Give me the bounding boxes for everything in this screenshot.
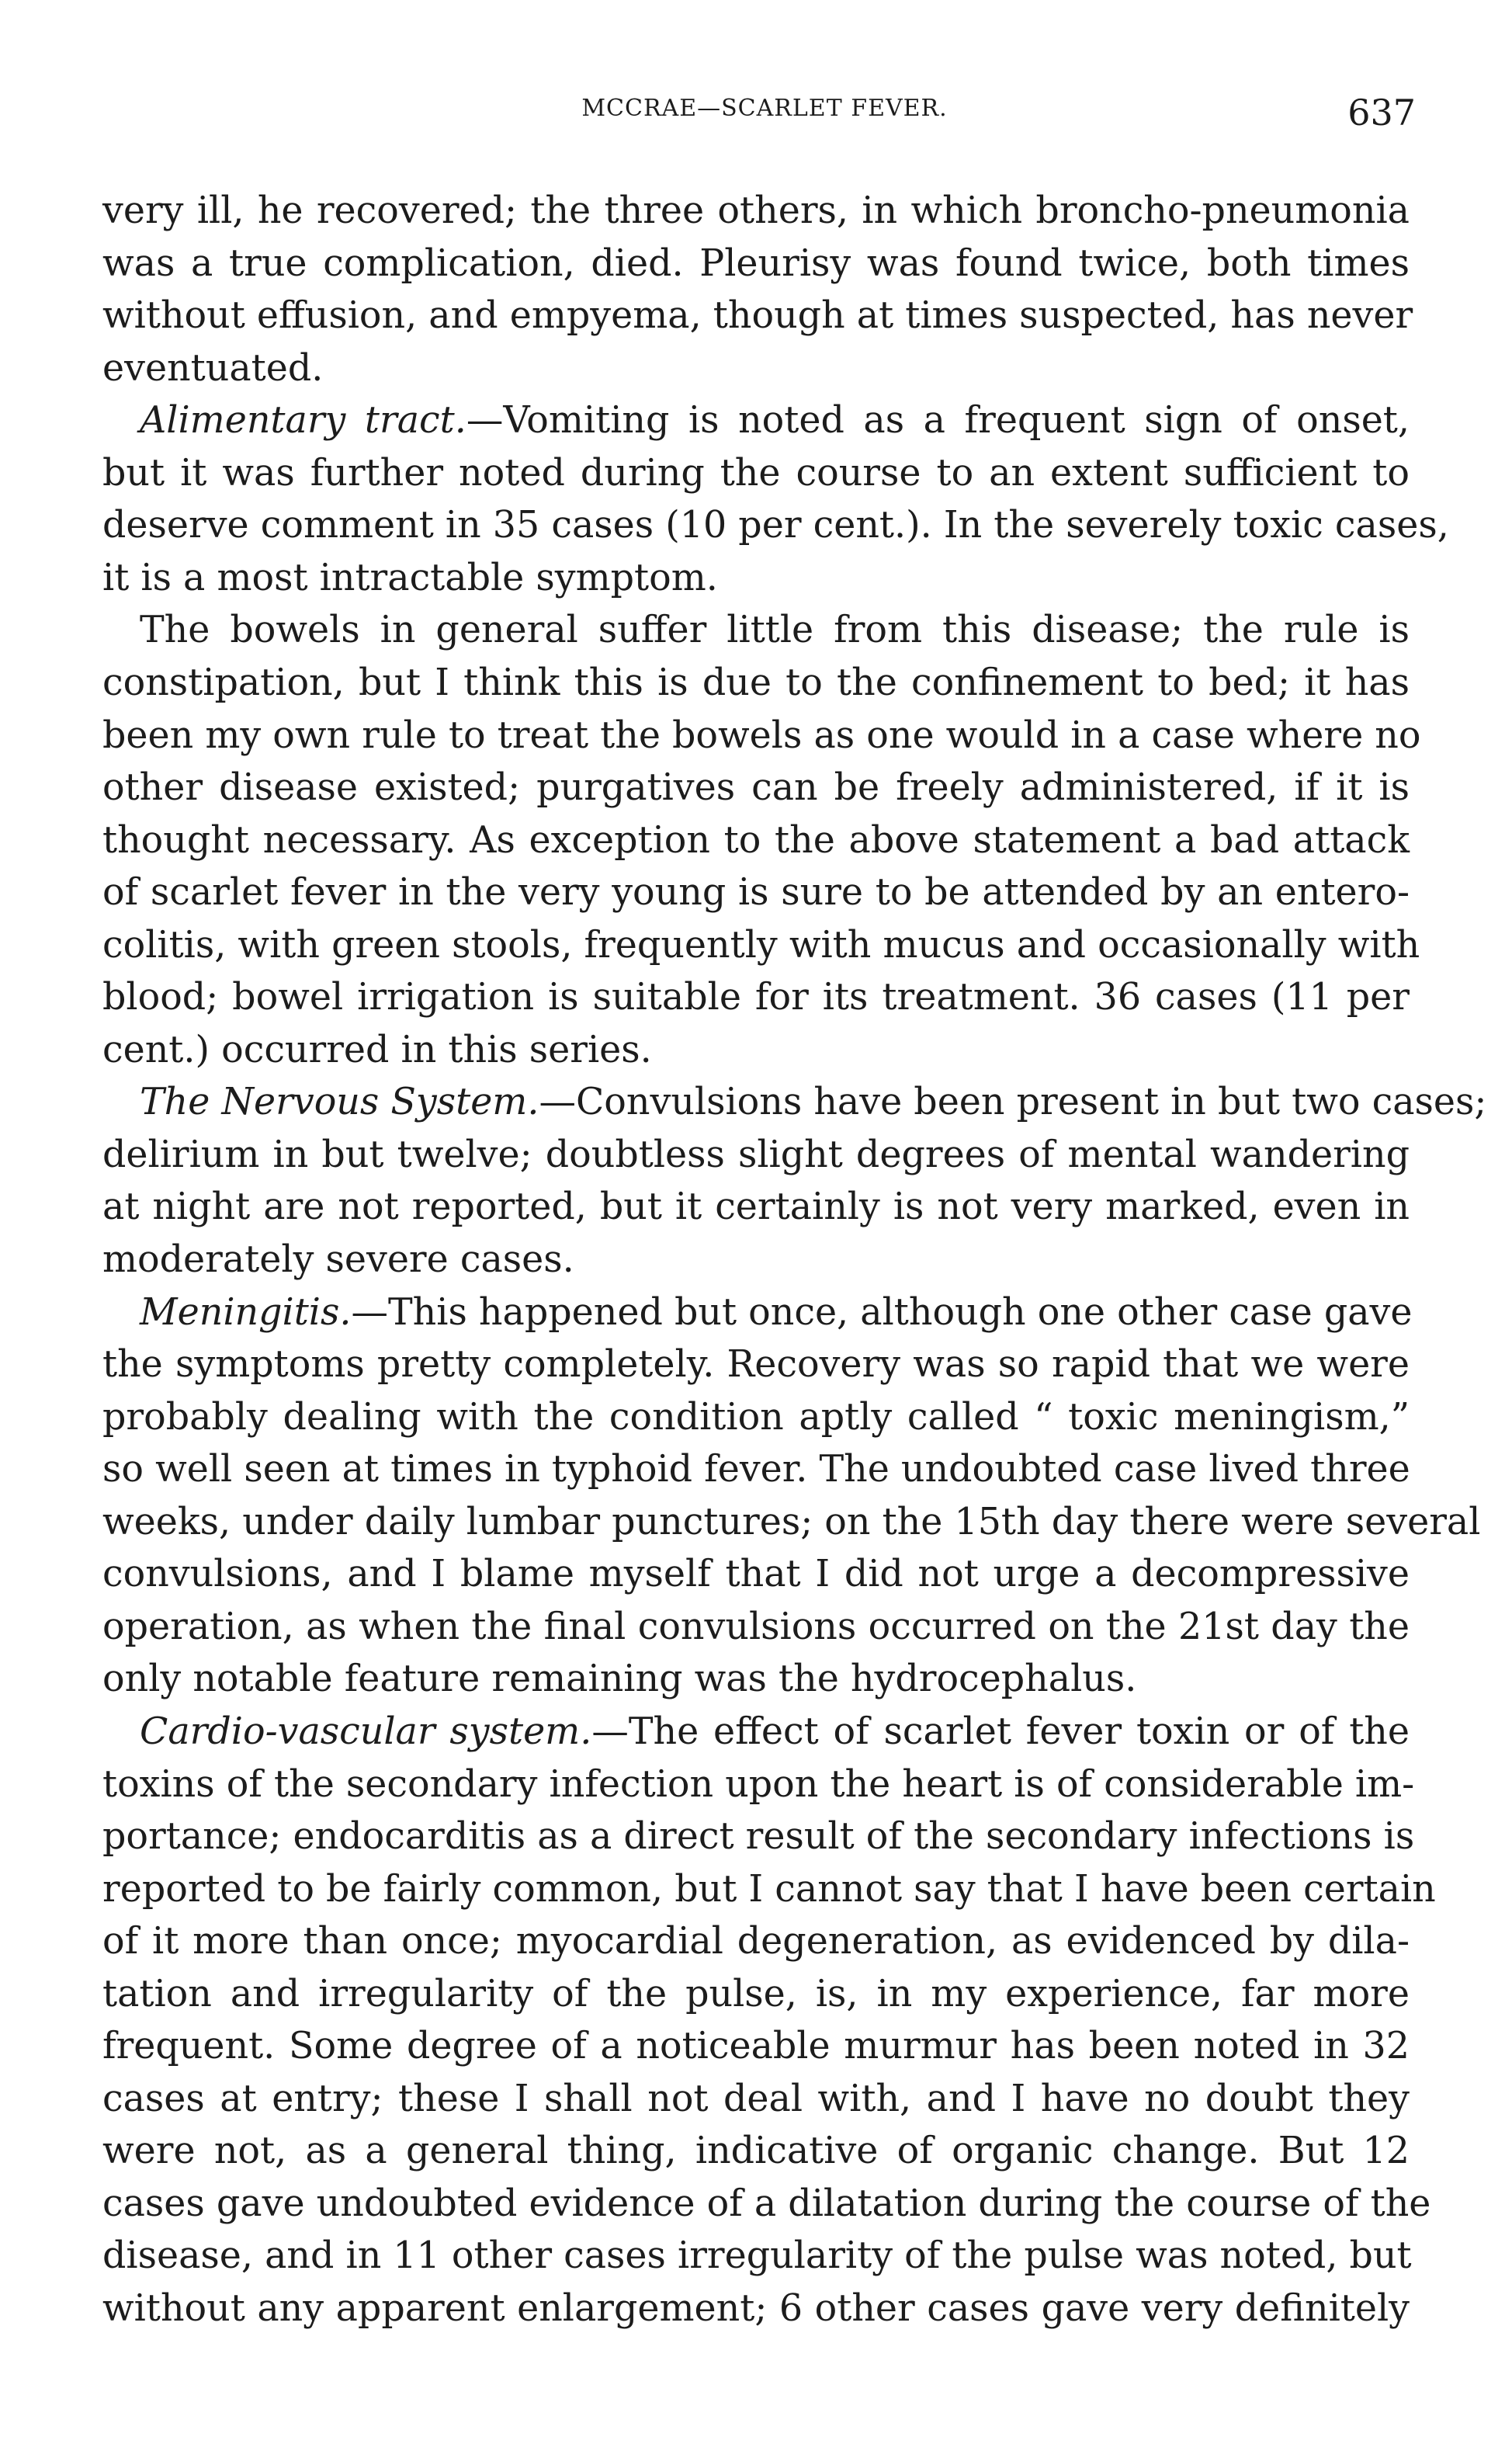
text-line (102, 1234, 1410, 1286)
text-line (102, 2073, 1410, 2126)
line-text: delirium in but twelve; doubtless slight degrees of mental wandering (102, 1133, 1410, 1176)
text-line (102, 2283, 1410, 2335)
line-text: it is a most intractable symptom. (102, 556, 718, 599)
line-text: moderately severe cases. (102, 1238, 574, 1281)
line-text: was a true complication, died. Pleurisy was found twice, both times (102, 241, 1410, 285)
text-line (102, 1443, 1410, 1496)
text-line (102, 2178, 1431, 2230)
line-text: —Vomiting is noted as a frequent sign of onset, (466, 399, 1410, 443)
text-line (140, 394, 1410, 447)
text-line (102, 499, 1449, 552)
page-header (0, 92, 1512, 157)
line-text: other disease existed; purgatives can be freely administered, if it is (102, 766, 1410, 810)
text-line (140, 1286, 1413, 1339)
text-line (102, 1601, 1410, 1654)
line-text: very ill, he recovered; the three others, in which broncho-pneumonia (102, 189, 1410, 232)
section-heading: The Nervous System. (140, 1081, 539, 1124)
text-line (102, 1968, 1410, 2021)
text-line (102, 866, 1410, 919)
text-line (102, 1758, 1415, 1811)
text-line (102, 1863, 1436, 1916)
text-line (102, 971, 1410, 1024)
line-text: operation, as when the final convulsions occurred on the 21st day the (102, 1605, 1410, 1648)
line-text: toxins of the secondary infection upon the heart is of considerable im- (102, 1762, 1415, 1806)
running-title: MCCRAE—SCARLET FEVER. (581, 95, 948, 122)
section-heading: Alimentary tract. (140, 399, 466, 443)
line-text: —Convulsions have been present in but two cases; (539, 1081, 1487, 1124)
text-line (102, 657, 1410, 710)
text-line (102, 1915, 1410, 1968)
text-line (102, 1810, 1415, 1863)
text-line (102, 185, 1410, 238)
text-line (102, 2125, 1410, 2178)
text-line (102, 1391, 1410, 1444)
line-text: frequent. Some degree of a noticeable murmur has been noted in 32 (102, 2025, 1410, 2068)
text-line (102, 2230, 1410, 2283)
text-line (140, 1076, 1487, 1129)
text-line (102, 342, 1410, 395)
line-text: weeks, under daily lumbar punctures; on the 15th day there were several (102, 1500, 1481, 1543)
line-text: constipation, but I think this is due to the confinement to bed; it has (102, 661, 1410, 704)
line-text: deserve comment in 35 cases (10 per cent.). In the severely toxic cases, (102, 504, 1449, 547)
line-text: thought necessary. As exception to the above statement a bad attack (102, 818, 1410, 862)
text-line (102, 552, 1410, 605)
line-text: cent.) occurred in this series. (102, 1028, 652, 1071)
line-text: the symptoms pretty completely. Recovery was so rapid that we were (102, 1343, 1410, 1387)
line-text: without any apparent enlargement; 6 other cases gave very definitely (102, 2287, 1410, 2330)
line-text: been my own rule to treat the bowels as one would in a case where no (102, 713, 1421, 757)
text-line (102, 1548, 1410, 1601)
text-line (140, 1706, 1410, 1758)
line-text: disease, and in 11 other cases irregularity of the pulse was noted, but (102, 2234, 1412, 2278)
text-line (102, 1024, 1410, 1077)
text-line (102, 290, 1413, 342)
line-text: cases at entry; these I shall not deal with, and I have no doubt they (102, 2077, 1410, 2120)
text-line (102, 2020, 1410, 2073)
line-text: were not, as a general thing, indicative of organic change. But 12 (102, 2130, 1410, 2173)
text-line (102, 762, 1410, 814)
line-text: of scarlet fever in the very young is sure to be attended by an entero- (102, 871, 1410, 915)
line-text: reported to be fairly common, but I cannot say that I have been certain (102, 1867, 1436, 1911)
text-line (102, 1181, 1410, 1234)
line-text: probably dealing with the condition aptly called “ toxic meningism,” (102, 1395, 1410, 1439)
line-text: but it was further noted during the course to an extent sufficient to (102, 451, 1410, 495)
line-text: portance; endocarditis as a direct result of the secondary infections is (102, 1815, 1415, 1859)
line-text: convulsions, and I blame myself that I did not urge a decompressive (102, 1553, 1410, 1596)
text-line (102, 919, 1420, 972)
page-number: 637 (1347, 92, 1416, 134)
line-text: of it more than once; myocardial degeneration, as evidenced by dila- (102, 1920, 1410, 1963)
line-text: only notable feature remaining was the hydrocephalus. (102, 1658, 1137, 1701)
line-text: eventuated. (102, 346, 324, 390)
line-text: at night are not reported, but it certainly is not very marked, even in (102, 1186, 1410, 1229)
line-text: —The effect of scarlet fever toxin or of the (591, 1710, 1410, 1753)
text-line (102, 238, 1410, 290)
text-line (140, 604, 1410, 657)
line-text: colitis, with green stools, frequently with mucus and occasionally with (102, 923, 1420, 967)
line-text: —This happened but once, although one other case gave (351, 1290, 1413, 1334)
text-line (102, 1129, 1410, 1182)
text-line (102, 814, 1410, 867)
line-text: without effusion, and empyema, though at times suspected, has never (102, 294, 1413, 338)
section-heading: Meningitis. (140, 1290, 352, 1334)
line-text: cases gave undoubted evidence of a dilatation during the course of the (102, 2182, 1431, 2225)
line-text: tation and irregularity of the pulse, is, in my experience, far more (102, 1972, 1410, 2015)
line-text: The bowels in general suffer little from this disease; the rule is (140, 609, 1410, 652)
text-line (102, 447, 1410, 500)
text-line (102, 1496, 1481, 1549)
text-line (102, 1653, 1410, 1706)
section-heading: Cardio-vascular system. (140, 1710, 592, 1753)
line-text: blood; bowel irrigation is suitable for its treatment. 36 cases (11 per (102, 976, 1410, 1019)
line-text: so well seen at times in typhoid fever. The undoubted case lived three (102, 1448, 1410, 1491)
text-line (102, 710, 1421, 762)
text-line (102, 1338, 1410, 1391)
